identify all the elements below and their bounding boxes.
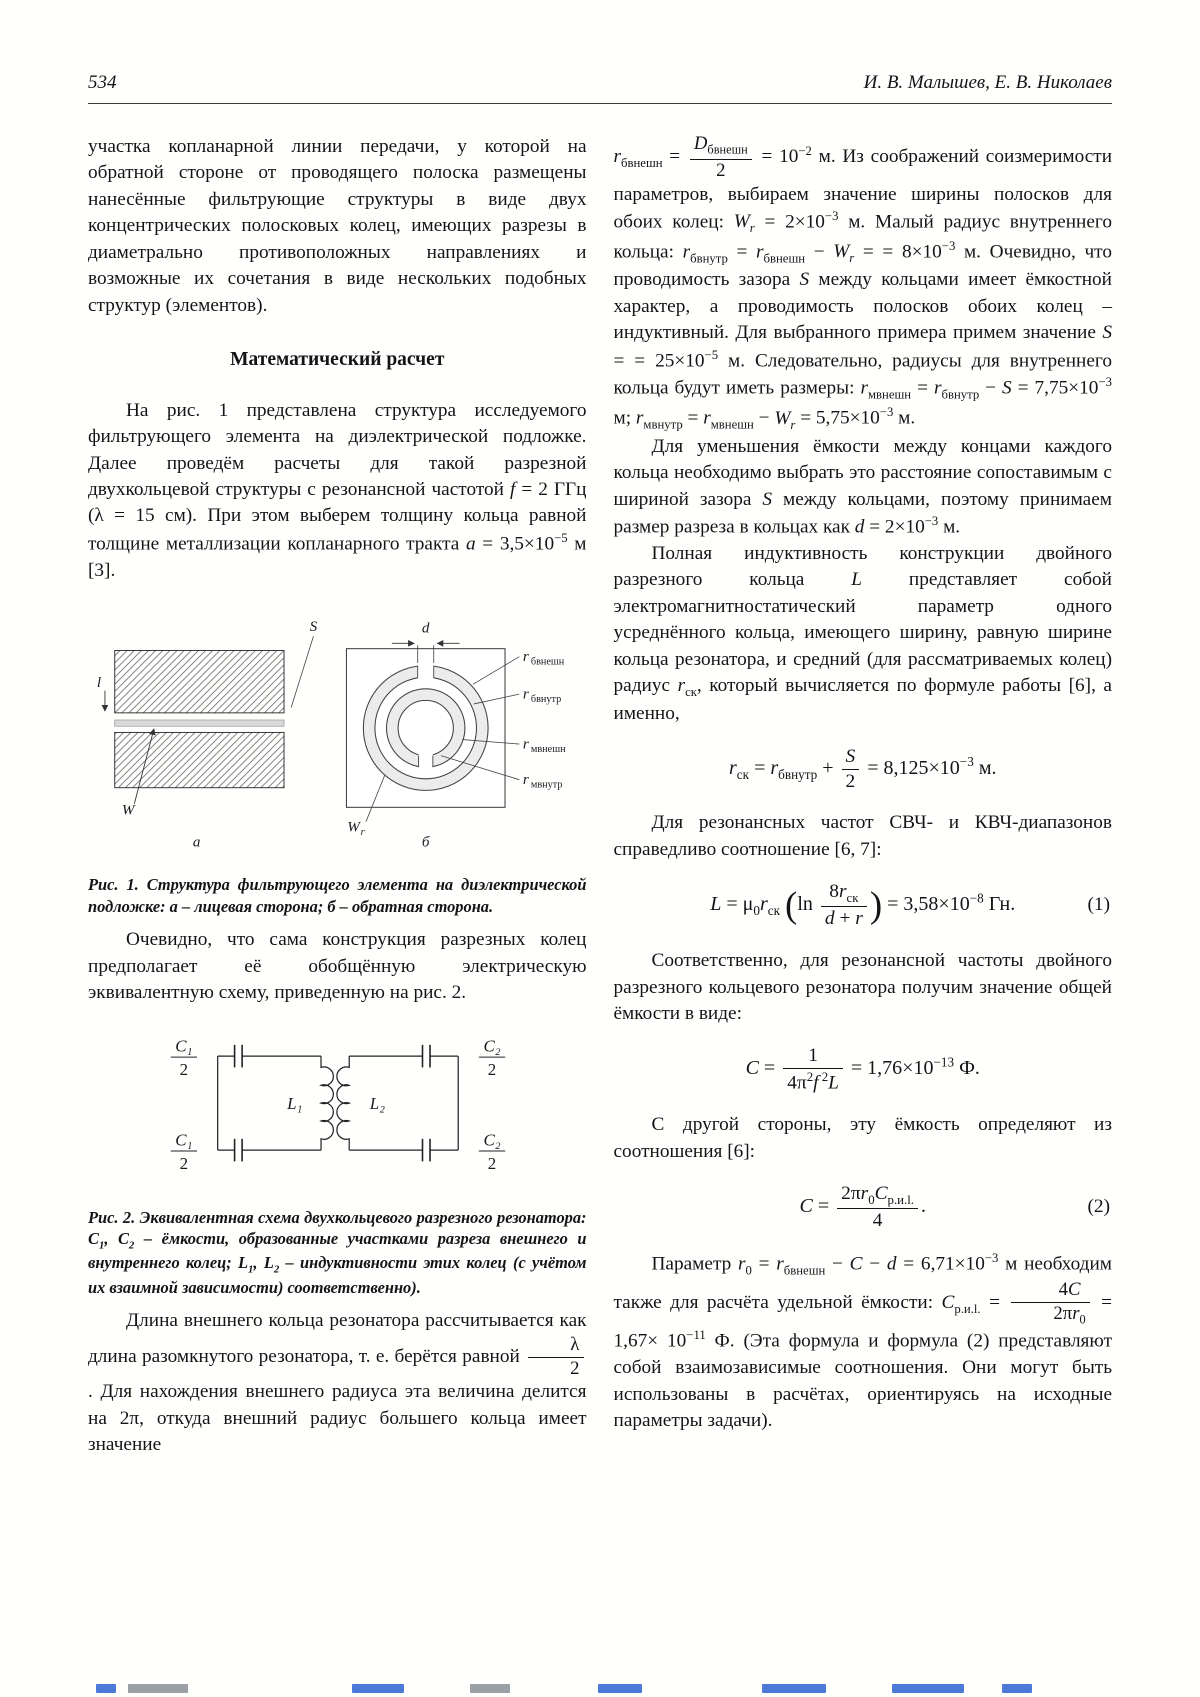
formula-mean-radius [614,746,1113,792]
cut-text-fragment [128,1684,188,1693]
label-r-inner-small-sub: мвнутр [530,779,563,791]
page-number: 534 [88,72,117,93]
label-C1-top-den: 2 [179,1060,189,1080]
formula-body: C = $\frac{2\pi r_0C_{р.и.l.}}{4}$ . [799,1183,926,1232]
label-W: W [121,802,135,819]
paragraph-continuation: $r_{бвнешн}$ = $\frac{D_{бвнешн}}{2}$ = $10^{-2}$ м. Из соображений соизмеримости параметров, выбираем значение ширины полосков для обоих колец: $W_r = 2\times 10^{-3}$ м. Малый радиус внутреннего кольца: $r_{бвнутр} = r_{бвнешн} - W_r$ = = $8\times 10^{-3}$ м. Очевидно, что проводимость зазора S между кольцами имеет ёмкостной характер, а проводимость полосков обоих колец – индуктивный. Для выбранного примера примем значение S = = $25\times 10^{-5}$ м. Следовательно, радиусы для внутреннего кольца будут иметь размеры: $r_{мвнешн} = r_{бвнутр} - S = 7,75\times 10^{-3}$ м; $r_{мвнутр} = r_{мвнешн} - W_r = 5,75\times 10^{-3}$ м. [613,133,1113,432]
cut-text-fragment [470,1684,510,1693]
label-C1-top: C₁ [175,1036,193,1056]
cut-text-fragment [1002,1684,1032,1693]
label-d: d [421,620,430,637]
label-r-outer-small-sub: мвнешн [530,744,566,756]
paragraph: Очевидно, что сама конструкция разрезных колец предполагает её обобщённую электрическую эквивалентную схему, приведенную на рис. 2. [88,929,587,1003]
label-C2-top-den: 2 [488,1060,497,1080]
figure-2-caption: Рис. 2. Эквивалентная схема двухкольцевого разрезного резонатора: $C_1$, $C_2$ – ёмкости, образованные участками разреза внешнего и внутреннего колец; $L_1$, $L_2$ – индуктивности этих колец (с учётом их взаимной зависимости) соответственно). [88,1207,587,1297]
label-C1-bottom-den: 2 [179,1154,189,1174]
figure-1 [88,604,587,917]
running-authors: И. В. Малышев, Е. В. Николаев [863,72,1112,93]
subfigure-a-label: а [192,834,201,851]
label-C1-bottom: C₁ [175,1130,193,1150]
equation-number-1: (1) [1087,894,1110,916]
label-l: l [96,675,102,692]
figure-1-caption: Рис. 1. Структура фильтрующего элемента на диэлектрической подложке: а – лицевая сторона; б – обратная сторона. [88,875,587,916]
gap-S-annotation [291,619,317,708]
formula-capacitance-relation [614,1183,1113,1232]
label-C2-bottom-den: 2 [488,1154,497,1174]
formula-body: $L = \mu_0r_{ск}$ (ln $\frac{8r_{ск}}{d + r}$ ) = $3,58\times 10^{-8}$ Гн. [710,881,1016,930]
circuit-wires [171,1045,505,1162]
paragraph: Для резонансных частот СВЧ- и КВЧ-диапазонов справедливо соотношение [6, 7]: [613,812,1112,860]
label-r-inner-small: r [522,772,529,789]
label-L1: L₁ [287,1094,303,1114]
label-Wr-sub: r [360,826,365,838]
page-header [88,72,1112,104]
figure-2 [88,1026,587,1298]
back-side-diagram [346,621,566,838]
section-heading: Математический расчет [230,348,445,370]
formula-inductance [614,881,1113,930]
figure-2-circuit [135,1026,539,1184]
cut-text-fragment [352,1684,404,1693]
paragraph: Соответственно, для резонансной частоты двойного разрезного кольцевого резонатора получим значение общей ёмкости в виде: [613,950,1112,1024]
cut-text-fragment [598,1684,642,1693]
subfigure-b-label: б [421,834,430,851]
paragraph: Для уменьшения ёмкости между концами каждого кольца необходимо выбрать это расстояние сопоставимым с шириной зазора S между кольцами, поэтому принимаем размер разреза в кольцах как $d = 2\times 10^{-3}$ м. [613,435,1113,538]
paragraph: Полная индуктивность конструкции двойного разрезного кольца L представляет собой электромагнитностатический параметр одного усреднённого кольца, имеющего ширину, равную ширине кольца резонатора, и средний (для рассматриваемых колец) радиус $r_{ск}$, который вычисляется по формуле работы [6], а именно, [613,543,1112,725]
paragraph: На рис. 1 представлена структура исследуемого фильтрующего элемента на диэлектрической подложке. Далее проведём расчеты для такой разрезной двухкольцевой структуры с резонансной частотой f = 2 ГГц (λ = 15 см). При этом выберем толщину кольца равной толщине металлизации копланарного тракта $a = 3,5\times 10^{-5}$ м [3]. [88,399,587,581]
paragraph: Параметр $r_0 = r_{бвнешн} - C - d = 6,71\times 10^{-3}$ м необходим также для расчёта удельной ёмкости: $C_{р.и.l.}$ = $\frac{4C}{2\pi r_0}$ = $1,67\times 10^{-11}$ Ф. (Эта формула и формула (2) представляют собой взаимозависимые соотношения. Они могут быть использованы в расчётах, ориентируясь на исходные параметры задачи). [613,1251,1113,1432]
label-r-outer-big: r [522,649,529,666]
equation-number-2: (2) [1087,1196,1110,1218]
label-Wr: W [347,819,360,836]
label-r-inner-big-sub: бвнутр [530,694,562,706]
figure-1-diagram [88,604,587,852]
label-r-outer-big-sub: бвнешн [530,656,565,668]
cut-text-fragment [762,1684,826,1693]
label-r-inner-big: r [522,686,529,703]
two-column-body [88,134,1112,1459]
paragraph-continuation: участка копланарной линии передачи, у которой на обратной стороне от проводящего полоска размещены нанесённые фильтрующие структуры в виде двух концентрических полосковых колец, имеющих разрезы в диаметрально противоположных направлениях и возможные их сочетания в виде нескольких подобных структур (элементов). [88,136,587,316]
cut-text-fragment [892,1684,964,1693]
formula-body: $r_{ск} = r_{бвнутр}$ + $\frac{S}{2}$ = $8,125\times 10^{-3}$ м. [729,745,997,792]
left-column [88,134,587,1459]
cut-text-fragment [96,1684,116,1693]
paragraph: Длина внешнего кольца резонатора рассчитывается как длина разомкнутого резонатора, т. е. берётся равной $\frac{\lambda}{2}$ . Для нахождения внешнего радиуса эта величина делится на 2π, откуда внешний радиус большего кольца имеет значение [88,1310,587,1456]
front-side-diagram [97,651,284,819]
label-C2-top: C₂ [483,1036,501,1056]
label-L2: L₂ [370,1094,386,1114]
label-C2-bottom: C₂ [483,1130,501,1150]
right-column [614,134,1113,1459]
label-r-outer-small: r [522,736,529,753]
label-S: S [309,618,318,635]
formula-capacitance [614,1045,1113,1094]
paragraph: С другой стороны, эту ёмкость определяют из соотношения [6]: [613,1114,1112,1162]
formula-body: C = $\frac{1}{4\pi^2f ^2L}$ = $1,76\times 10^{-13}$ Ф. [745,1045,980,1094]
